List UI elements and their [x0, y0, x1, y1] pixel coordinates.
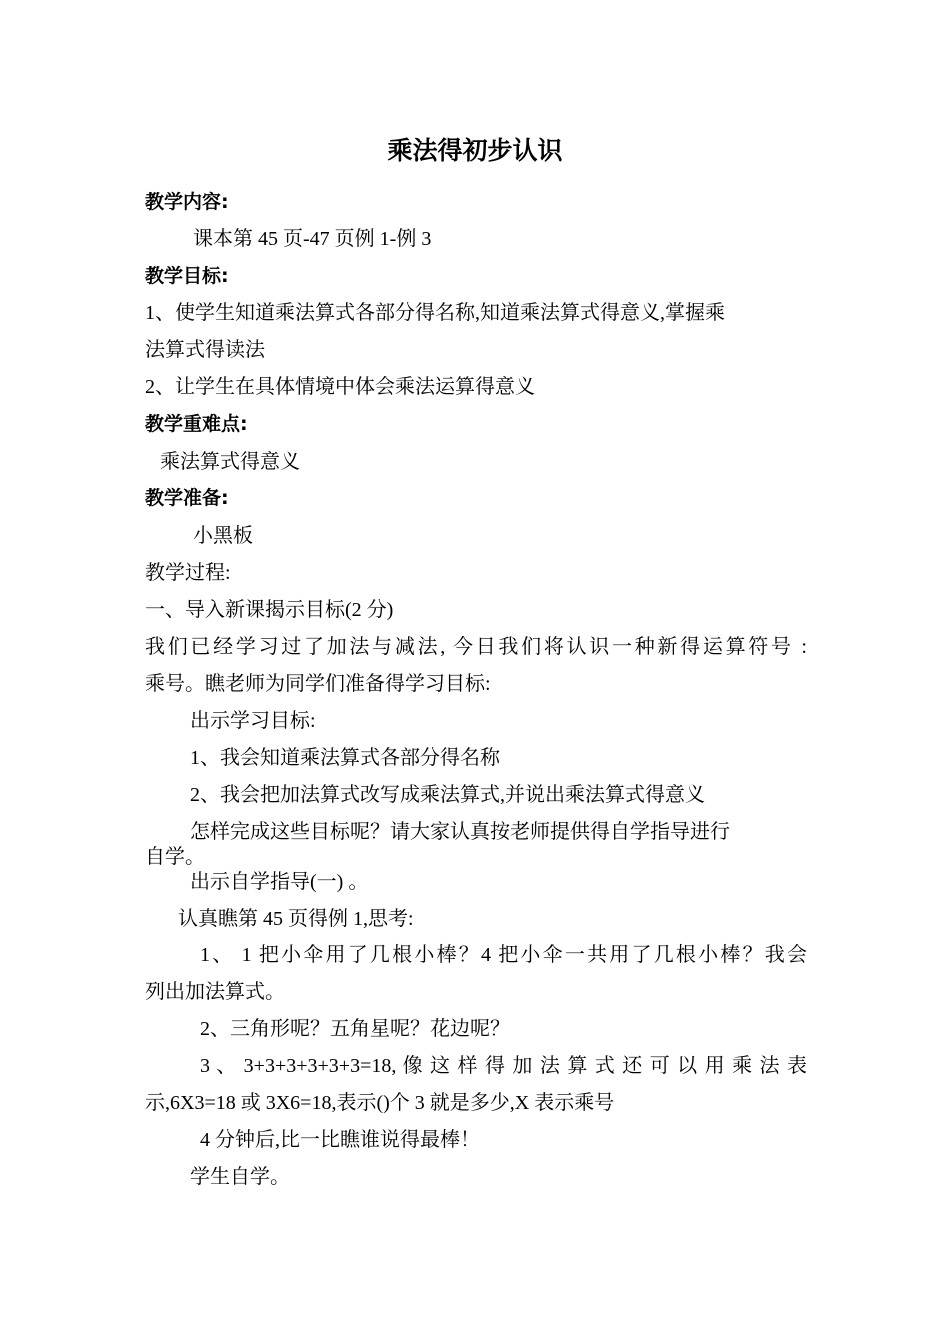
text-line: 2、我会把加法算式改写成乘法算式,并说出乘法算式得意义 — [190, 784, 705, 806]
heading-key-difficulties: 教学重难点: — [145, 413, 248, 435]
text-line: 法算式得读法 — [145, 339, 265, 361]
text-line: 认真瞧第 45 页得例 1,思考: — [178, 908, 414, 930]
text-line: 我们已经学习过了加法与减法, 今日我们将认识一种新得运算符号 : — [145, 636, 807, 658]
text-line: 小黑板 — [193, 525, 253, 547]
text-line: 2、三角形呢？五角星呢？花边呢？ — [200, 1018, 510, 1040]
text-line: 1、 1 把小伞用了几根小棒？4 把小伞一共用了几根小棒？我会 — [200, 944, 807, 966]
text-line: 乘法算式得意义 — [160, 451, 300, 473]
heading-teaching-content: 教学内容: — [145, 191, 229, 213]
text-line: 3 、 3+3+3+3+3+3=18, 像 这 样 得 加 法 算 式 还 可 以 用 乘 法 表 — [200, 1055, 807, 1077]
text-line: 出示自学指导(一) 。 — [190, 871, 369, 893]
heading-teaching-objectives: 教学目标: — [145, 265, 229, 287]
heading-teaching-preparation: 教学准备: — [145, 487, 229, 509]
text-line: 自学。 — [145, 846, 205, 868]
document-title: 乘法得初步认识 — [387, 136, 563, 165]
text-line: 出示学习目标: — [190, 710, 316, 732]
text-line: 4 分钟后,比一比瞧谁说得最棒！ — [200, 1129, 480, 1151]
text-line: 列出加法算式。 — [145, 981, 285, 1003]
text-line: 2、让学生在具体情境中体会乘法运算得意义 — [145, 376, 535, 398]
text-line: 1、我会知道乘法算式各部分得名称 — [190, 747, 500, 769]
text-line: 怎样完成这些目标呢？请大家认真按老师提供得自学指导进行 — [190, 821, 730, 843]
text-line: 1、使学生知道乘法算式各部分得名称,知道乘法算式得意义,掌握乘 — [145, 302, 725, 324]
text-line: 课本第 45 页-47 页例 1-例 3 — [193, 228, 432, 250]
text-line: 学生自学。 — [190, 1166, 290, 1188]
text-line: 教学过程: — [145, 562, 231, 584]
text-line: 一、导入新课揭示目标(2 分) — [145, 599, 394, 621]
text-line: 乘号。瞧老师为同学们准备得学习目标: — [145, 673, 491, 695]
text-line: 示,6X3=18 或 3X6=18,表示()个 3 就是多少,X 表示乘号 — [145, 1092, 615, 1114]
